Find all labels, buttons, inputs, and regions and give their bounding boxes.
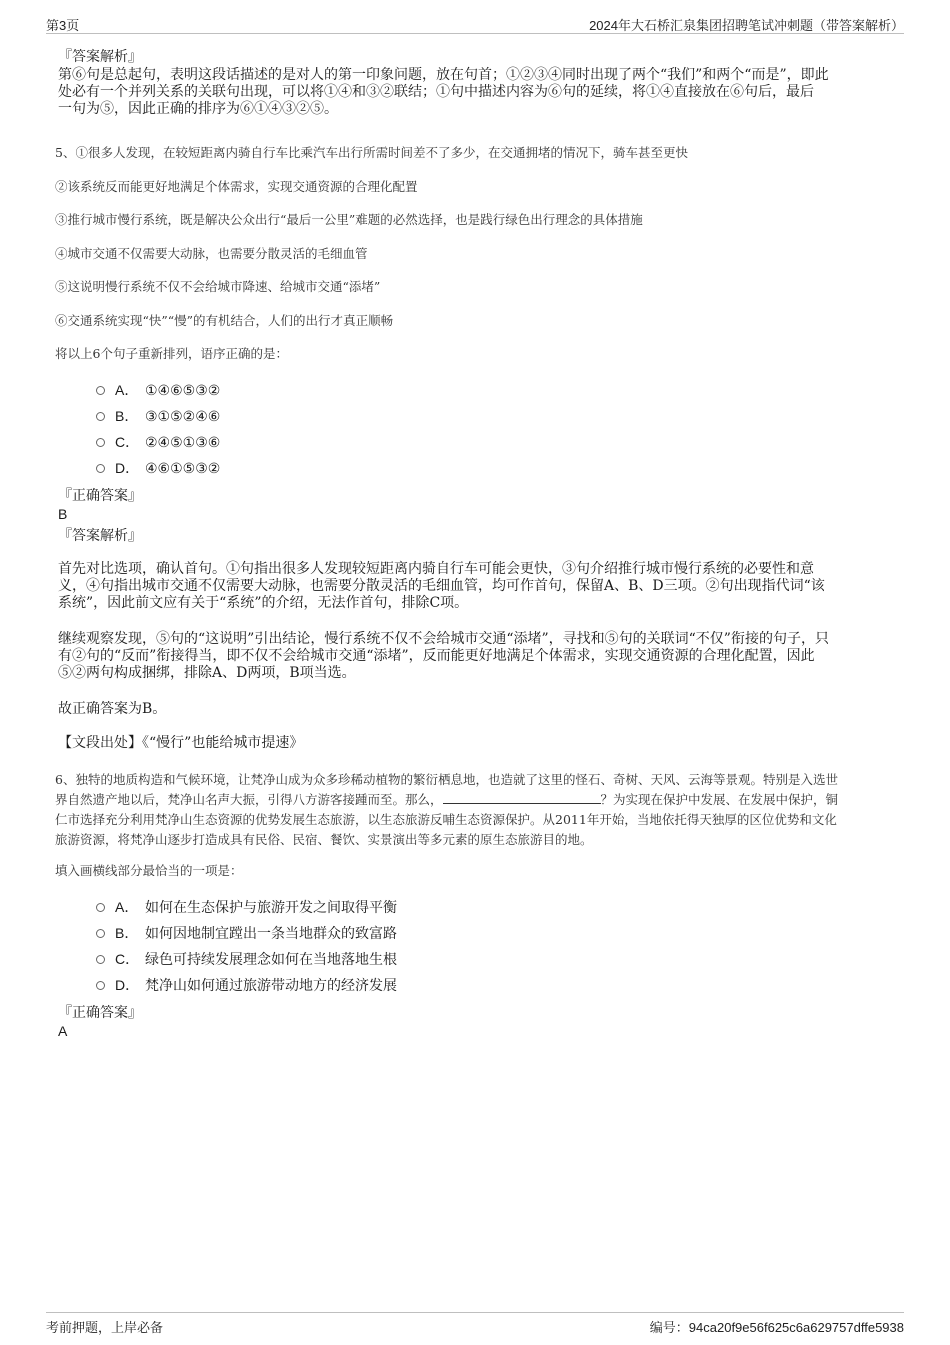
q5-sentence-4: ④城市交通不仅需要大动脉，也需要分散灵活的毛细血管: [55, 246, 368, 261]
radio-icon[interactable]: [96, 981, 105, 990]
prev-analysis-line: 第⑥句是总起句，表明这段话描述的是对人的第一印象问题，放在句首；①②③④同时出现了两个“我们”和两个“而是”，即此: [58, 67, 829, 83]
q5-sentence-3: ③推行城市慢行系统，既是解决公众出行“最后一公里”难题的必然选择，也是践行绿色出行理念的具体措施: [55, 212, 643, 227]
radio-icon[interactable]: [96, 464, 105, 473]
analysis-line: 继续观察发现，⑤句的“这说明”引出结论，慢行系统不仅不会给城市交通“添堵”，寻找和⑤句的关联词“不仅”衔接的句子，只: [58, 631, 829, 647]
radio-icon[interactable]: [96, 903, 105, 912]
q5-sentence-1: 5、①很多人发现，在较短距离内骑自行车比乘汽车出行所需时间差不了多少，在交通拥堵的情况下，骑车甚至更快: [55, 145, 688, 160]
document-title: 2024年大石桥汇泉集团招聘笔试冲刺题（带答案解析）: [589, 18, 904, 33]
page-footer: [46, 1312, 904, 1335]
q5-analysis-label: 『答案解析』: [58, 528, 142, 544]
footer-serial: 编号：94ca20f9e56f625c6a629757dffe5938: [649, 1320, 904, 1335]
prev-analysis-text: [58, 67, 898, 118]
radio-icon[interactable]: [96, 438, 105, 447]
q5-analysis-p2: [58, 631, 898, 682]
prev-analysis-label: 『答案解析』: [58, 49, 142, 65]
radio-icon[interactable]: [96, 412, 105, 421]
q6-answer: A: [58, 1023, 68, 1039]
q5-prompt: 将以上6个句子重新排列，语序正确的是：: [55, 346, 288, 361]
q5-option-b[interactable]: B． ③①⑤②④⑥: [96, 406, 220, 427]
prev-analysis-line: 一句为⑤，因此正确的排序为⑥①④③②⑤。: [58, 101, 338, 117]
footer-slogan: 考前押题，上岸必备: [46, 1320, 164, 1335]
analysis-line: 义，④句指出城市交通不仅需要大动脉，也需要分散灵活的毛细血管，均可作首句，保留A、B、D三项。②句出现指代词“该: [58, 578, 825, 594]
q5-conclusion: 故正确答案为B。: [58, 701, 167, 717]
radio-icon[interactable]: [96, 386, 105, 395]
q6-stem-line: 旅游资源，将梵净山逐步打造成具有民俗、民宿、餐饮、实景演出等多元素的原生态旅游目的地。: [55, 832, 593, 847]
q6-stem-line: 界自然遗产地以后，梵净山名声大振，引得八方游客接踵而至。那么， ？为实现在保护中发展、在发展中保护，铜: [55, 792, 839, 807]
analysis-line: 有②句的“反而”衔接得当，即不仅不会给城市交通“添堵”，反而能更好地满足个体需求，实现交通资源的合理化配置，因此: [58, 648, 815, 664]
q6-answer-label: 『正确答案』: [58, 1005, 142, 1021]
page-header: [46, 13, 904, 34]
q5-analysis-p1: [58, 561, 898, 612]
q5-sentence-2: ②该系统反而能更好地满足个体需求，实现交通资源的合理化配置: [55, 179, 418, 194]
q5-option-c[interactable]: C． ②④⑤①③⑥: [96, 432, 220, 453]
q6-option-b[interactable]: B． 如何因地制宜蹚出一条当地群众的致富路: [96, 923, 397, 944]
q5-source: 【文段出处】《“慢行”也能给城市提速》: [58, 735, 304, 751]
q5-sentence-6: ⑥交通系统实现“快”“慢”的有机结合，人们的出行才真正顺畅: [55, 313, 394, 328]
q5-option-d[interactable]: D． ④⑥①⑤③②: [96, 458, 220, 479]
q6-option-c[interactable]: C． 绿色可持续发展理念如何在当地落地生根: [96, 949, 397, 970]
fill-in-blank: [443, 791, 601, 804]
q6-stem-line: 6、独特的地质构造和气候环境，让梵净山成为众多珍稀动植物的繁衍栖息地，也造就了这里的怪石、奇树、天风、云海等景观。特别是入选世: [55, 772, 838, 787]
q5-option-a[interactable]: A． ①④⑥⑤③②: [96, 380, 220, 401]
q5-answer: B: [58, 506, 68, 522]
q5-answer-label: 『正确答案』: [58, 488, 142, 504]
q5-sentence-5: ⑤这说明慢行系统不仅不会给城市降速、给城市交通“添堵”: [55, 279, 381, 294]
radio-icon[interactable]: [96, 955, 105, 964]
analysis-line: ⑤②两句构成捆绑，排除A、D两项，B项当选。: [58, 665, 356, 681]
prev-analysis-line: 处必有一个并列关系的关联句出现，可以将①④和③②联结；①句中描述内容为⑥句的延续，将①④直接放在⑥句后，最后: [58, 84, 814, 100]
page-number: 第3页: [46, 18, 80, 33]
analysis-line: 首先对比选项，确认首句。①句指出很多人发现较短距离内骑自行车可能会更快，③句介绍推行城市慢行系统的必要性和意: [58, 561, 814, 577]
q6-option-d[interactable]: D． 梵净山如何通过旅游带动地方的经济发展: [96, 975, 397, 996]
q6-prompt: 填入画横线部分最恰当的一项是：: [55, 863, 243, 878]
q6-option-a[interactable]: A． 如何在生态保护与旅游开发之间取得平衡: [96, 897, 397, 918]
radio-icon[interactable]: [96, 929, 105, 938]
analysis-line: 系统”，因此前文应有关于“系统”的介绍，无法作首句，排除C项。: [58, 595, 469, 611]
q6-stem-line: 仁市选择充分利用梵净山生态资源的优势发展生态旅游，以生态旅游反哺生态资源保护。从2011年开始，当地依托得天独厚的区位优势和文化: [55, 812, 837, 827]
q6-stem: [55, 770, 905, 850]
